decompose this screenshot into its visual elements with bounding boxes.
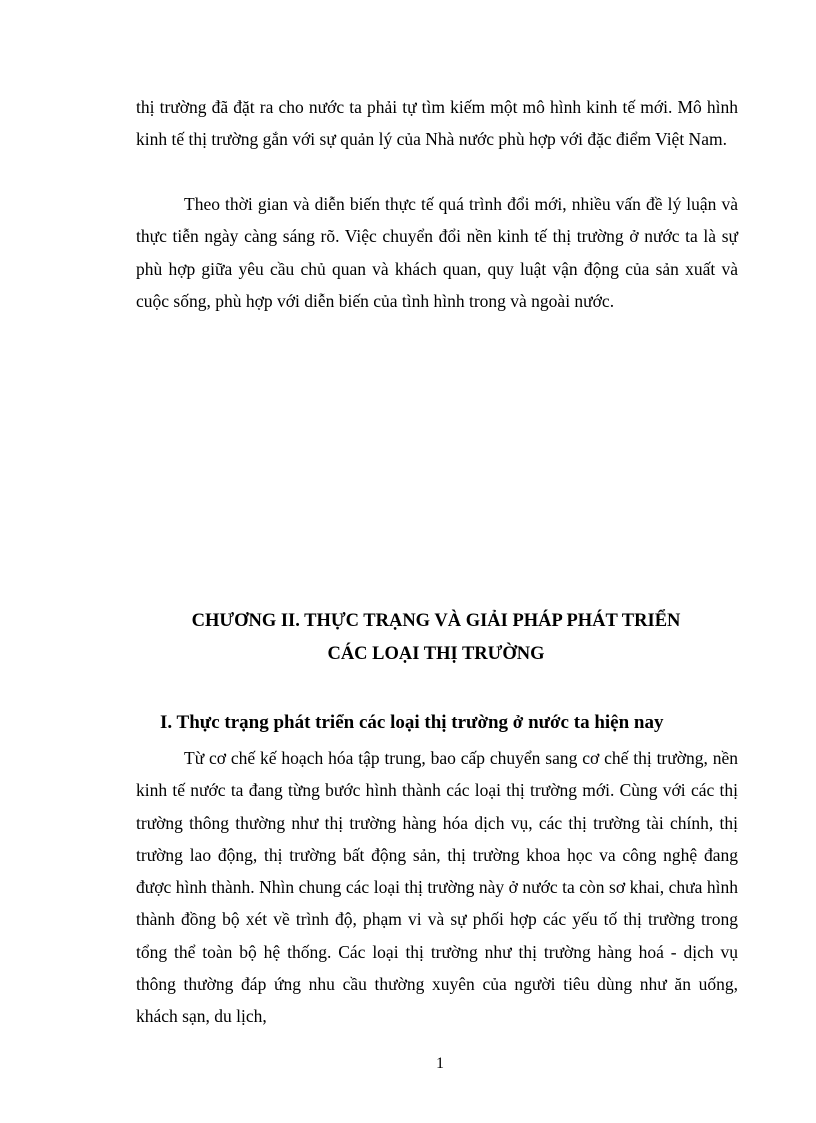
- body-paragraph: Theo thời gian và diễn biến thực tế quá trình đổi mới, nhiều vấn đề lý luận và thực tiễn ngày càng sáng rõ. Việc chuyển đổi nền kinh tế thị trường ở nước ta là sự phù hợp giữa yêu cầu chủ quan và khách quan, quy luật vận động của sản xuất và cuộc sống, phù hợp với diễn biến của tình hình trong và ngoài nước.: [136, 194, 738, 311]
- body-paragraph: Từ cơ chế kế hoạch hóa tập trung, bao cấp chuyển sang cơ chế thị trường, nền kinh tế nước ta đang từng bước hình thành các loại thị trường mới. Cùng với các thị trường thông thường như thị trường hàng hóa dịch vụ, các thị trường tài chính, thị trường lao động, thị trường bất động sản, thị trường khoa học va công nghệ đang được hình thành. Nhìn chung các loại thị trường này ở nước ta còn sơ khai, chưa hình thành đồng bộ xét về trình độ, phạm vi và sự phối hợp các yếu tố thị trường trong tổng thể toàn bộ hệ thống. Các loại thị trường như thị trường hàng hoá - dịch vụ thông thường đáp ứng nhu cầu thường xuyên của người tiêu dùng như ăn uống, khách sạn, du lịch,: [136, 748, 738, 1027]
- section-heading: I. Thực trạng phát triển các loại thị trường ở nước ta hiện nay: [160, 712, 664, 733]
- chapter-title: [100, 605, 772, 671]
- page-number: 1: [436, 1055, 444, 1072]
- chapter-title-line: CHƯƠNG II. THỰC TRẠNG VÀ GIẢI PHÁP PHÁT TRIỂN: [191, 611, 681, 631]
- chapter-title-line: CÁC LOẠI THỊ TRƯỜNG: [327, 644, 545, 664]
- body-paragraph: thị trường đã đặt ra cho nước ta phải tự tìm kiếm một mô hình kinh tế mới. Mô hình kinh tế thị trường gắn với sự quản lý của Nhà nước phù hợp với đặc điểm Việt Nam.: [136, 97, 738, 150]
